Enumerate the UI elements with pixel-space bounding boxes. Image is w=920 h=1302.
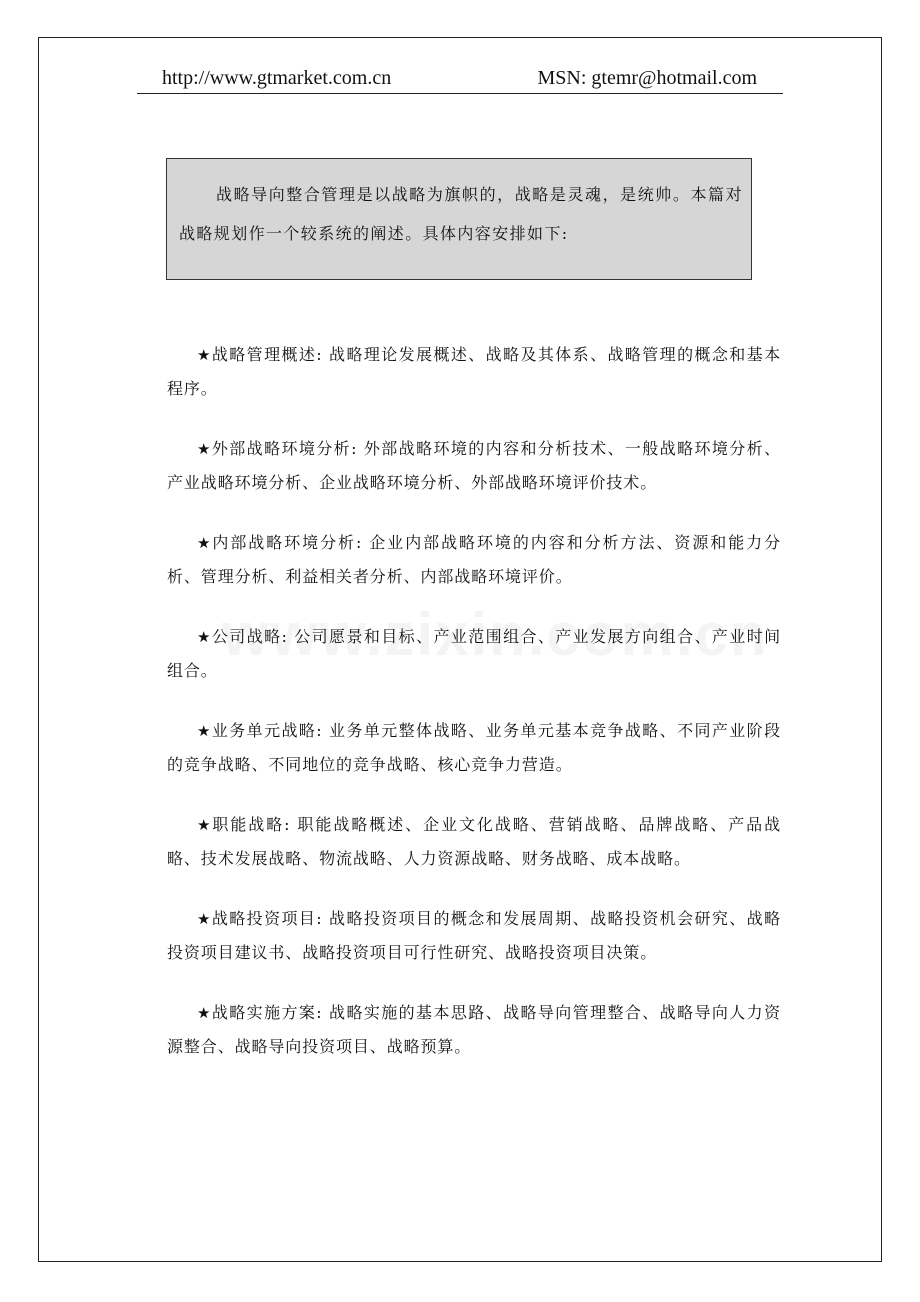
intro-box [166, 158, 752, 280]
section-content: 业务单元整体战略、业务单元基本竞争战略、不同产业阶段的竞争战略、不同地位的竞争战略、核心竞争力营造。 [167, 721, 781, 774]
section-content: 企业内部战略环境的内容和分析方法、资源和能力分析、管理分析、利益相关者分析、内部战略环境评价。 [167, 533, 781, 586]
star-icon: ★ [197, 910, 212, 928]
section-implementation-plan [167, 996, 781, 1064]
section-title: 战略管理概述: [211, 345, 323, 364]
section-list [167, 338, 781, 1090]
section-title: 业务单元战略: [211, 721, 323, 740]
star-icon: ★ [197, 346, 212, 364]
section-overview [167, 338, 781, 406]
section-title: 外部战略环境分析: [211, 439, 358, 458]
section-business-unit-strategy [167, 714, 781, 782]
star-icon: ★ [197, 440, 212, 458]
section-functional-strategy [167, 808, 781, 876]
section-title: 职能战略: [212, 815, 291, 834]
section-content: 外部战略环境的内容和分析技术、一般战略环境分析、产业战略环境分析、企业战略环境分析、外部战略环境评价技术。 [167, 439, 781, 492]
header-url[interactable]: http://www.gtmarket.com.cn [162, 67, 392, 89]
section-strategic-investment [167, 902, 781, 970]
star-icon: ★ [197, 722, 212, 740]
star-icon: ★ [197, 534, 213, 552]
star-icon: ★ [197, 816, 213, 834]
intro-text: 战略导向整合管理是以战略为旗帜的，战略是灵魂，是统帅。本篇对战略规划作一个较系统的阐述。具体内容安排如下: [179, 185, 743, 243]
section-title: 战略实施方案: [211, 1003, 323, 1022]
page-header [137, 63, 783, 94]
header-msn-contact: MSN: gtemr@hotmail.com [537, 67, 757, 89]
section-title: 战略投资项目: [211, 909, 323, 928]
section-external-analysis [167, 432, 781, 500]
section-content: 战略投资项目的概念和发展周期、战略投资机会研究、战略投资项目建议书、战略投资项目可行性研究、战略投资项目决策。 [167, 909, 781, 962]
section-internal-analysis [167, 526, 781, 594]
star-icon: ★ [197, 1004, 212, 1022]
section-title: 公司战略: [211, 627, 288, 646]
section-title: 内部战略环境分析: [212, 533, 363, 552]
section-corporate-strategy [167, 620, 781, 688]
section-content: 战略实施的基本思路、战略导向管理整合、战略导向人力资源整合、战略导向投资项目、战略预算。 [167, 1003, 781, 1056]
section-content: 公司愿景和目标、产业范围组合、产业发展方向组合、产业时间组合。 [167, 627, 781, 680]
section-content: 职能战略概述、企业文化战略、营销战略、品牌战略、产品战略、技术发展战略、物流战略、人力资源战略、财务战略、成本战略。 [167, 815, 781, 868]
section-content: 战略理论发展概述、战略及其体系、战略管理的概念和基本程序。 [167, 345, 781, 398]
star-icon: ★ [197, 628, 212, 646]
